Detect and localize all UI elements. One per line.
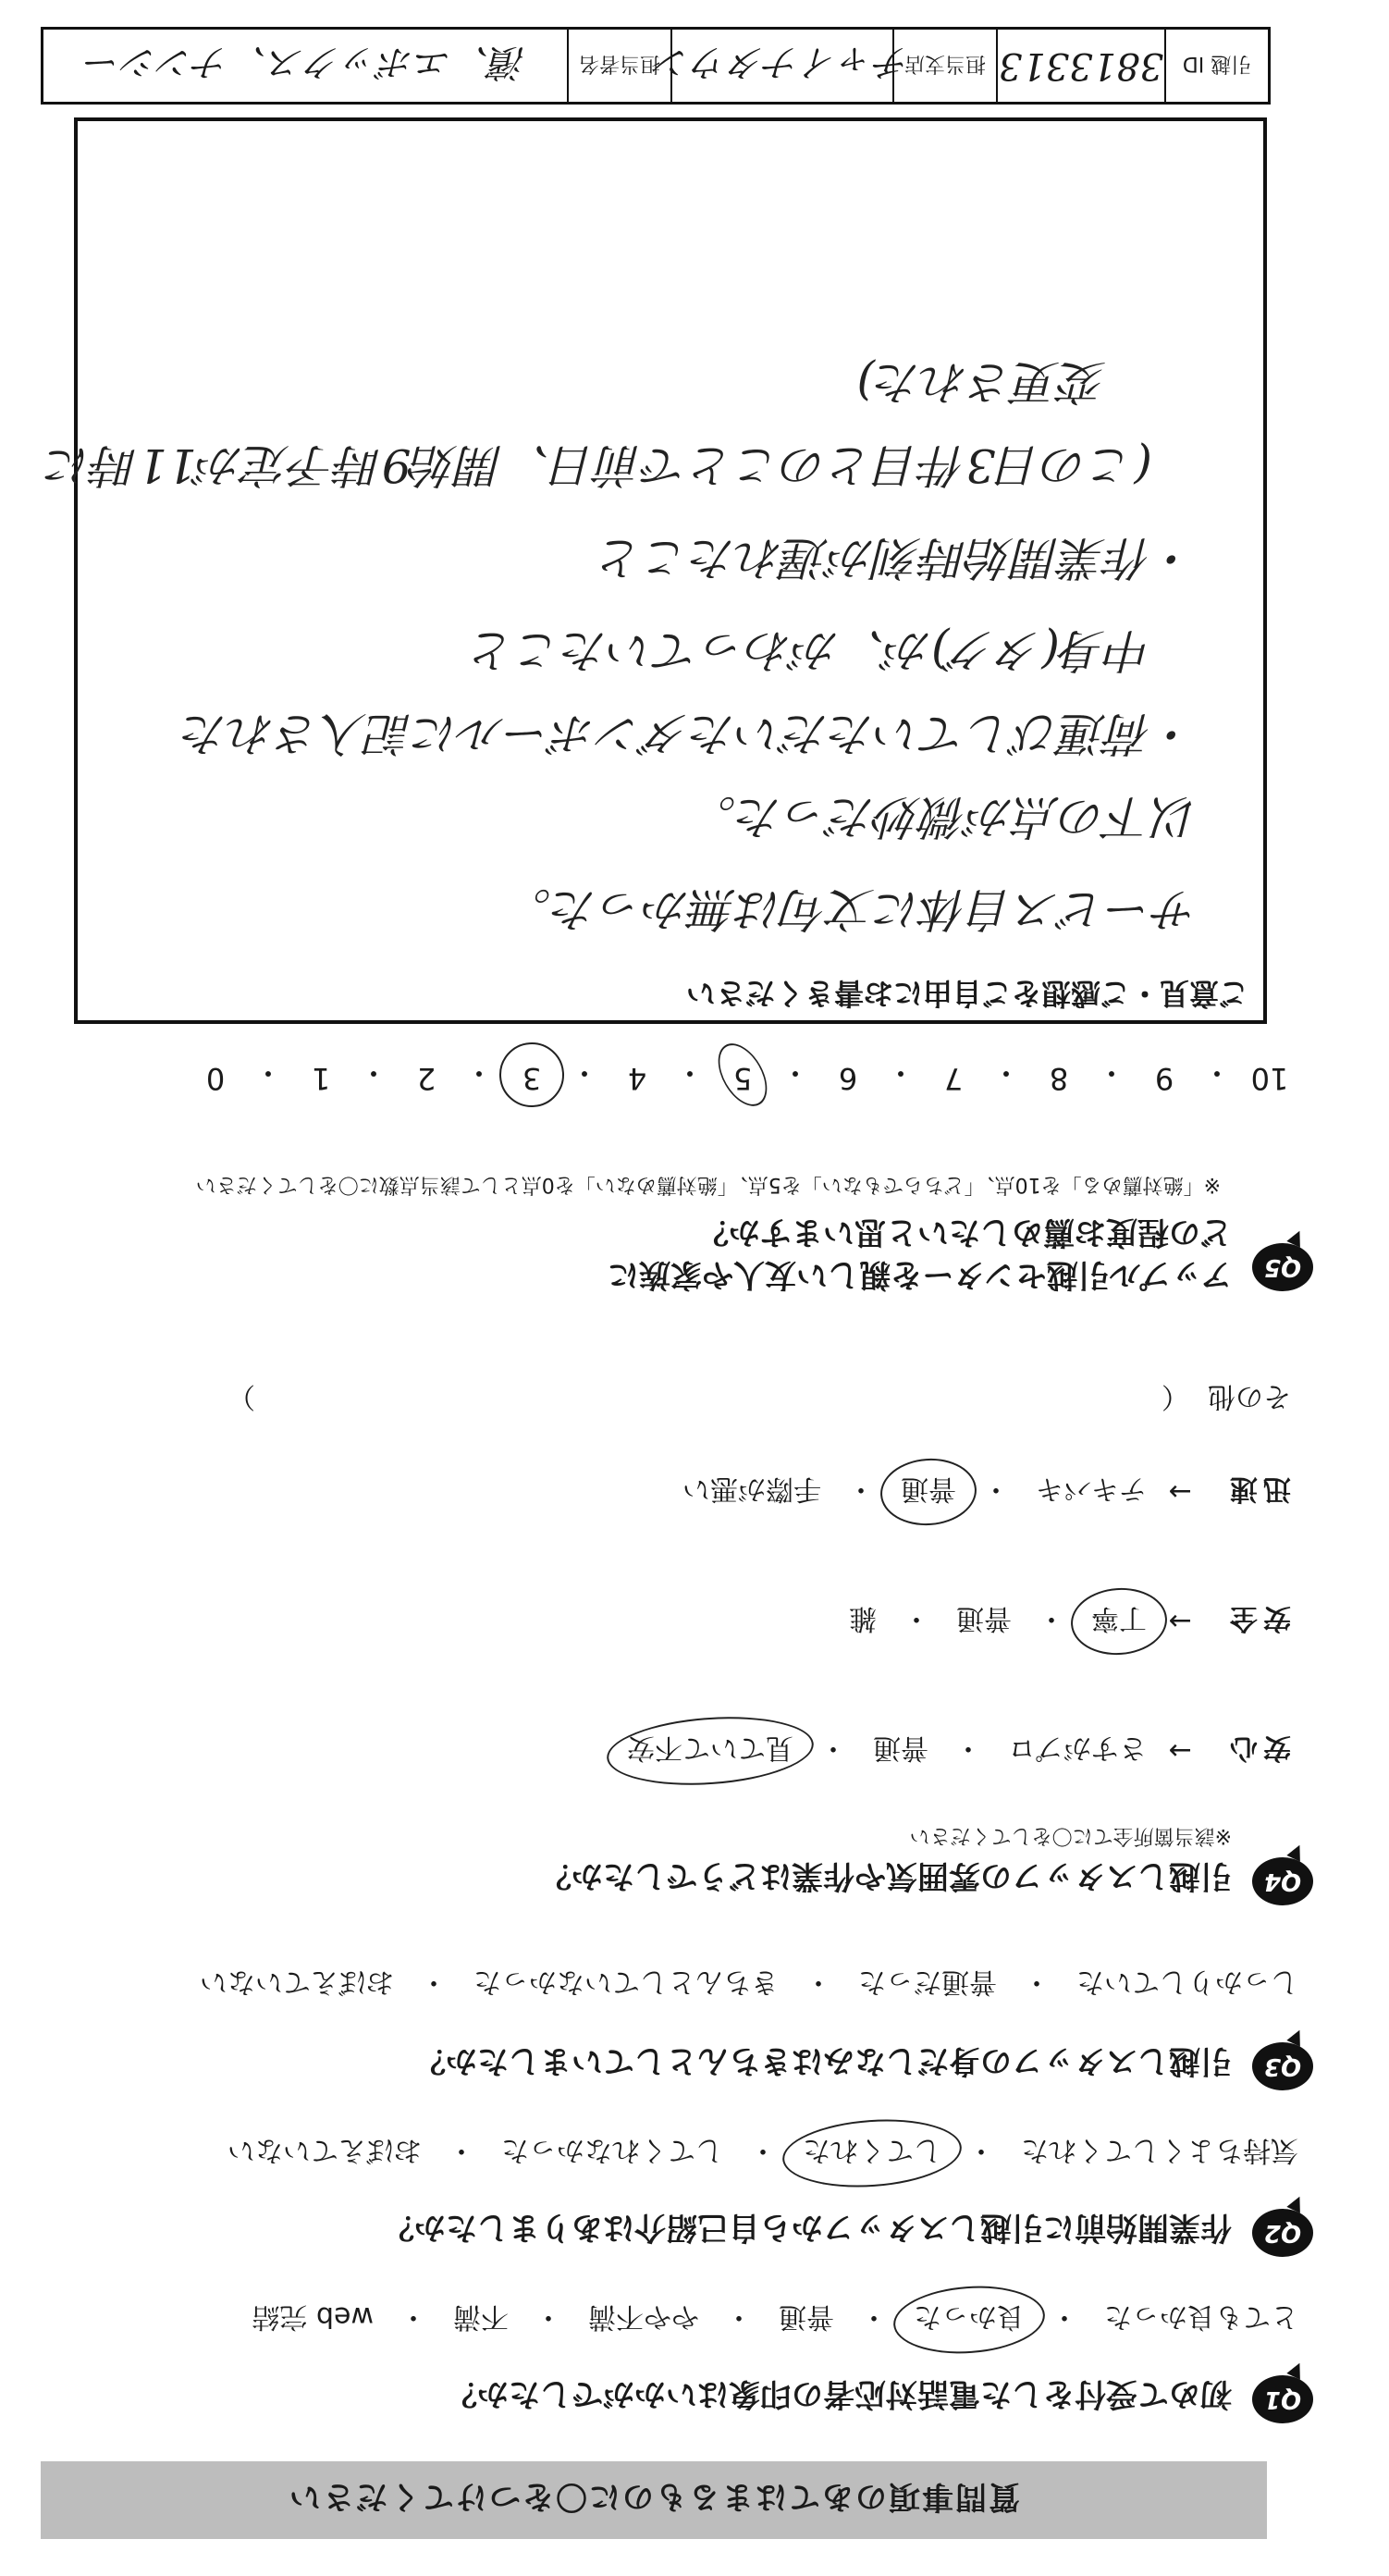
comment-line: (この日3件目とのことで前日、開始9時予定が11時に [45,438,1198,492]
comment-line: サービス自体に文句は無かった。 [505,882,1198,936]
q4-option[interactable]: さすがプロ [1008,1732,1147,1764]
comment-title: ご意見・ご感想をご自由にお書きください [685,976,1248,1011]
q4-row-reliability: 安心 → さすがプロ ・ 普通 ・ 見ていて不安 [621,1731,1291,1771]
footer-table [41,27,1271,105]
instructions-text: 質問事項のあてはまるものに〇をつけてください [288,2478,1020,2516]
arrow-right-icon: → [1168,1605,1192,1638]
other-label: その他 [1208,1380,1291,1412]
q3-options: しっかりしていた ・ 普通だった ・ きちんとしていなかった ・ おぼえていない [194,1965,1304,2005]
instructions-banner [41,2461,1267,2539]
arrow-right-icon: → [1168,1475,1192,1509]
staff-value: 濱、エボックス、ナンシー [84,41,526,84]
staff-label: 担当者名 [567,30,670,102]
scale-9[interactable]: 9 [1154,1061,1174,1096]
scale-0[interactable]: 0 [205,1061,226,1096]
arrow-right-icon: → [1168,1734,1192,1768]
q4-note: ※該当箇所全てに〇をしてください [909,1824,1232,1847]
comment-line: ・作業開始時刻が遅れたこと [597,531,1198,585]
q2-option-selected[interactable]: してくれた [797,2133,947,2174]
q4-other-row [98,1379,1291,1420]
q4-row-speed: 迅速 → テキパキ ・ 普通 ・ 手際が悪い [677,1472,1291,1512]
other-paren-close: ） [227,1380,255,1412]
q4-option[interactable]: 普通 [873,1732,928,1764]
comment-line: 変更された) [856,355,1198,409]
scale-1[interactable]: 1 [311,1061,331,1096]
q4-option-selected[interactable]: 見ていて不安 [621,1731,799,1771]
scale-5-crossed[interactable]: 5 [716,1054,769,1096]
q5-note: ※「絶対薦める」を10点、「どちらでもない」を5点、「絶対薦めない」を0点として該当点数に〇をしてください [195,1173,1221,1196]
q4-text: 引越しスタッフの雰囲気や作業はどうでしたか？ [540,1857,1232,1894]
row-label: 迅速 [1224,1473,1291,1505]
q4-badge: Q4 [1252,1857,1313,1905]
scale-2[interactable]: 2 [416,1061,436,1096]
row-label: 安心 [1224,1732,1291,1764]
q4-option[interactable]: テキパキ [1036,1473,1147,1505]
q4-option-selected[interactable]: 丁寧 [1086,1601,1152,1642]
q1-text: 初めて受付をした電話対応者の印象はいかがでしたか？ [446,2375,1232,2412]
q2-option[interactable]: おぼえていない [227,2134,422,2166]
q3-text: 引越しスタッフの身だしなみはきちんとしていましたか？ [414,2042,1232,2079]
q5-badge: Q5 [1252,1243,1313,1291]
q2-option[interactable]: してくれなかった [501,2134,723,2166]
row-label: 安全 [1224,1602,1291,1634]
comment-box[interactable] [45,117,1267,1024]
q5-text-line1: アップル引越センターを親しい友人や家族に [608,1256,1232,1293]
branch-value: チャイナタウン [670,30,892,102]
branch-label: 担当支店 [892,30,996,102]
comment-line: ・荷運びしていただいたダンボールに記入された [181,707,1198,760]
q3-option[interactable]: 普通だった [858,1966,997,1998]
q1-option[interactable]: 不満 [453,2300,509,2333]
scale-10[interactable]: 10 [1250,1061,1289,1096]
comment-line: 中身(タグ)が、がわっていたこと [469,623,1198,677]
q3-badge: Q3 [1252,2042,1313,2090]
scale-7[interactable]: 7 [943,1061,964,1096]
q4-option[interactable]: 雑 [849,1602,877,1634]
q4-option[interactable]: 普通 [956,1602,1012,1634]
q3-option[interactable]: しっかりしていた [1076,1966,1298,1998]
q3-option[interactable]: きちんとしていなかった [473,1966,779,1998]
q1-badge: Q1 [1252,2375,1313,2423]
q4-row-safety: 安全 → 丁寧 ・ 普通 ・ 雑 [843,1601,1291,1642]
q1-option[interactable]: とても良かった [1104,2300,1298,2333]
q1-option[interactable]: やや不満 [588,2300,699,2333]
q5-text-line2: どの程度お薦めしたいと思いますか？ [697,1214,1232,1251]
move-id-value: 3813313 [996,30,1164,102]
q4-option[interactable]: 手際が悪い [682,1473,821,1505]
q3-option[interactable]: おぼえていない [200,1966,394,1998]
q1-option[interactable]: 普通 [779,2300,834,2333]
comment-line: 以下の点が微妙だった。 [690,790,1198,844]
other-paren-open: （ [1162,1380,1189,1412]
scale-6[interactable]: 6 [838,1061,858,1096]
q1-option-selected[interactable]: 良かった [908,2299,1030,2340]
scale-3-selected[interactable]: 3 [505,1054,559,1096]
q2-badge: Q2 [1252,2209,1313,2257]
q2-options: 気持ちよくしてくれた ・ してくれた ・ してくれなかった ・ おぼえていない [222,2133,1304,2174]
q1-option[interactable]: web 完結 [252,2300,374,2333]
q2-option[interactable]: 気持ちよくしてくれた [1021,2134,1298,2166]
q4-option-selected[interactable]: 普通 [895,1472,962,1512]
scale-4[interactable]: 4 [627,1061,647,1096]
move-id-label: 引越 ID [1164,30,1268,102]
q5-scale: 10 ・ 9 ・ 8 ・ 7 ・ 6 ・ 5 ・ 4 ・ 3 ・ 2 ・ 1 ・ 0 [189,1054,1297,1096]
q2-text: 作業開始前に引越しスタッフから自己紹介はありましたか？ [383,2209,1232,2246]
q1-options: とても良かった ・ 良かった ・ 普通 ・ やや不満 ・ 不満 ・ web 完結 [246,2299,1304,2340]
scale-8[interactable]: 8 [1049,1061,1069,1096]
